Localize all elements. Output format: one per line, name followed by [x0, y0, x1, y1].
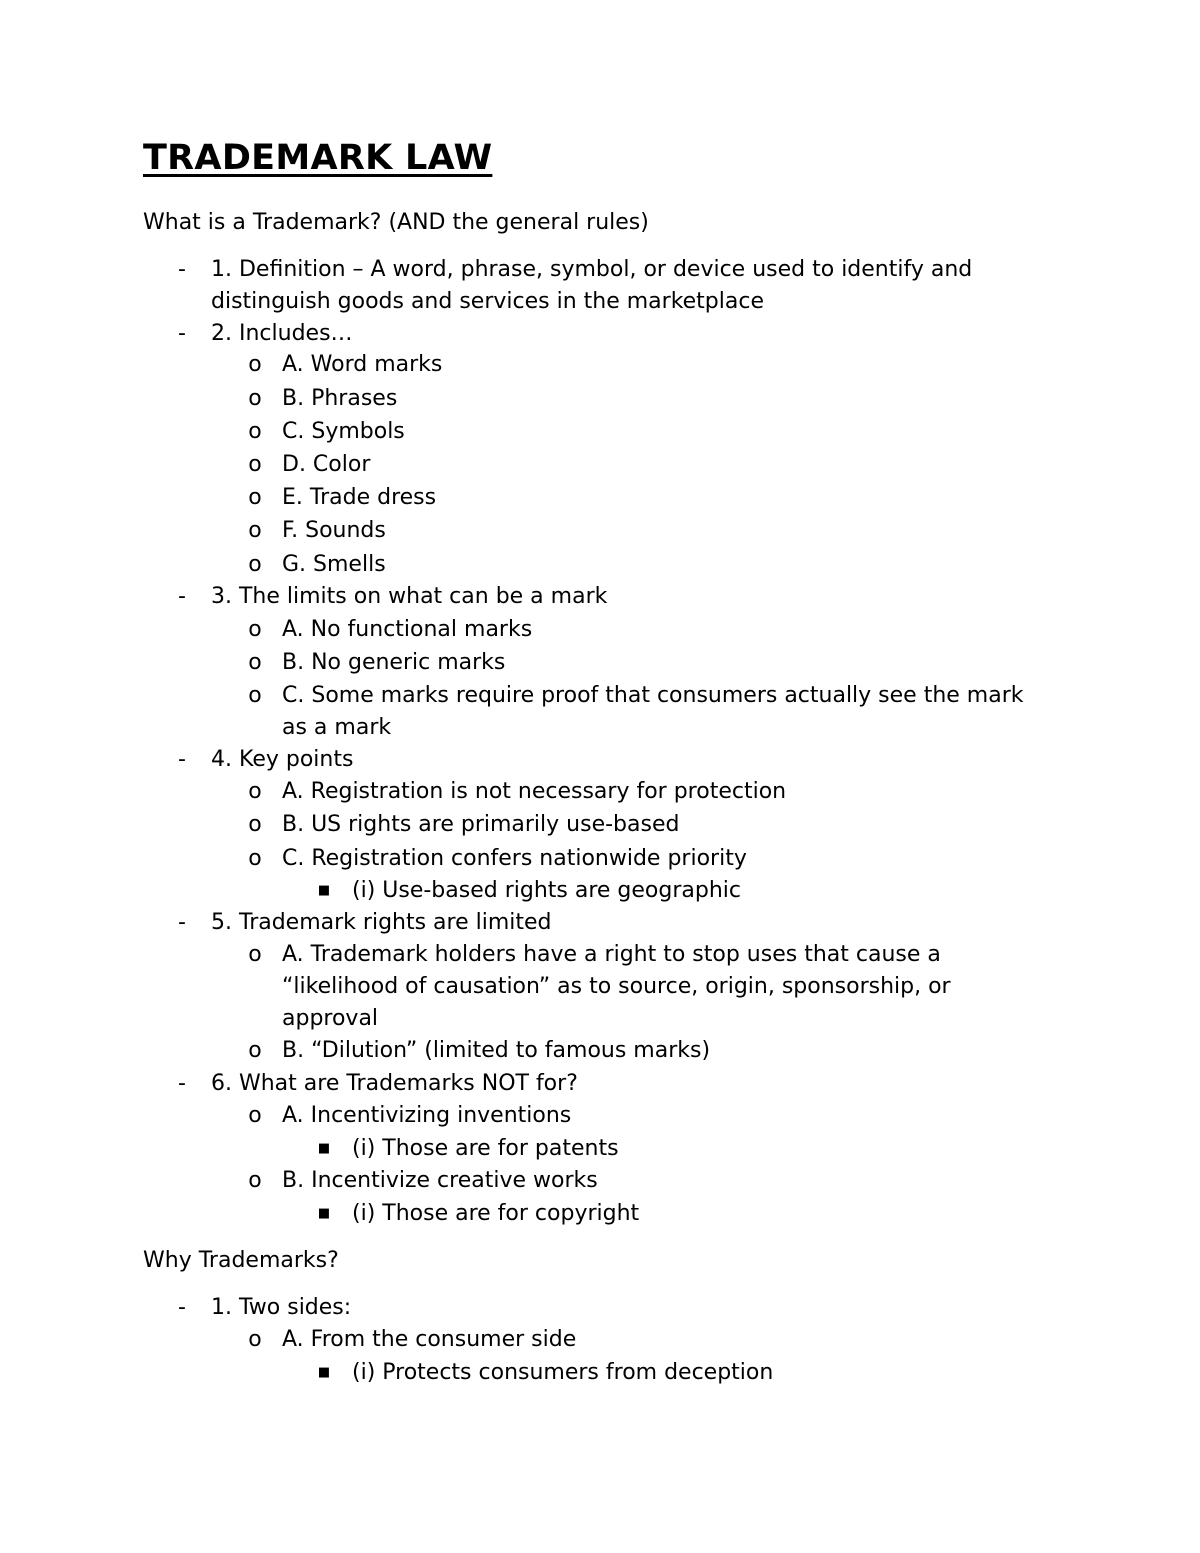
circle-bullet: o: [248, 386, 262, 411]
square-bullet: ■: [317, 1365, 331, 1380]
list-item-text: C. Registration confers nationwide priority: [282, 846, 747, 871]
circle-bullet: o: [248, 650, 262, 675]
list-item-text: B. Incentivize creative works: [282, 1168, 598, 1193]
list-item-text: A. From the consumer side: [282, 1327, 577, 1352]
list-item-text: C. Some marks require proof that consumers actually see the mark as a mark: [282, 683, 1024, 740]
list-item-text: 3. The limits on what can be a mark: [211, 584, 608, 609]
list-item-text: A. Registration is not necessary for protection: [282, 779, 787, 804]
circle-bullet: o: [248, 942, 262, 967]
circle-bullet: o: [248, 452, 262, 477]
list-item-text: (i) Those are for patents: [352, 1136, 619, 1161]
circle-bullet: o: [248, 1038, 262, 1063]
list-item-text: 6. What are Trademarks NOT for?: [211, 1071, 578, 1096]
circle-bullet: o: [248, 812, 262, 837]
list-item-text: E. Trade dress: [282, 485, 437, 510]
list-item-text: B. No generic marks: [282, 650, 506, 675]
list-item-text: F. Sounds: [282, 518, 386, 543]
square-bullet: ■: [317, 1206, 331, 1221]
list-item-text: B. US rights are primarily use-based: [282, 812, 680, 837]
circle-bullet: o: [248, 683, 262, 708]
circle-bullet: o: [248, 617, 262, 642]
list-item-text: B. “Dilution” (limited to famous marks): [282, 1038, 711, 1063]
circle-bullet: o: [248, 779, 262, 804]
list-item-text: 5. Trademark rights are limited: [211, 910, 552, 935]
list-item-text: A. Word marks: [282, 352, 443, 377]
section-heading-what-is: What is a Trademark? (AND the general rules): [143, 210, 649, 235]
list-item-text: (i) Those are for copyright: [352, 1201, 640, 1226]
circle-bullet: o: [248, 419, 262, 444]
circle-bullet: o: [248, 1168, 262, 1193]
circle-bullet: o: [248, 1327, 262, 1352]
list-item-text: 2. Includes…: [211, 321, 353, 346]
dash-bullet: -: [178, 910, 186, 935]
list-item-text: (i) Use-based rights are geographic: [352, 878, 741, 903]
list-item-text: G. Smells: [282, 552, 386, 577]
dash-bullet: -: [178, 257, 186, 282]
list-item-text: A. Trademark holders have a right to stop uses that cause a “likelihood of causation” as to source, origin, sponsorship, or approval: [282, 942, 951, 1031]
dash-bullet: -: [178, 321, 186, 346]
circle-bullet: o: [248, 518, 262, 543]
square-bullet: ■: [317, 883, 331, 898]
list-item-text: A. No functional marks: [282, 617, 533, 642]
circle-bullet: o: [248, 552, 262, 577]
list-item-text: C. Symbols: [282, 419, 405, 444]
section-heading-why: Why Trademarks?: [143, 1248, 339, 1273]
document-title: TRADEMARK LAW: [143, 138, 493, 178]
circle-bullet: o: [248, 1103, 262, 1128]
list-item-text: D. Color: [282, 452, 371, 477]
list-item-text: 1. Two sides:: [211, 1295, 352, 1320]
circle-bullet: o: [248, 485, 262, 510]
list-item-text: 1. Definition – A word, phrase, symbol, or device used to identify and distinguish goods and services in the marketplace: [211, 257, 973, 314]
square-bullet: ■: [317, 1141, 331, 1156]
list-item-text: A. Incentivizing inventions: [282, 1103, 572, 1128]
list-item-text: (i) Protects consumers from deception: [352, 1360, 774, 1385]
circle-bullet: o: [248, 846, 262, 871]
dash-bullet: -: [178, 747, 186, 772]
dash-bullet: -: [178, 1071, 186, 1096]
dash-bullet: -: [178, 584, 186, 609]
list-item-text: 4. Key points: [211, 747, 354, 772]
dash-bullet: -: [178, 1295, 186, 1320]
list-item-text: B. Phrases: [282, 386, 398, 411]
circle-bullet: o: [248, 352, 262, 377]
